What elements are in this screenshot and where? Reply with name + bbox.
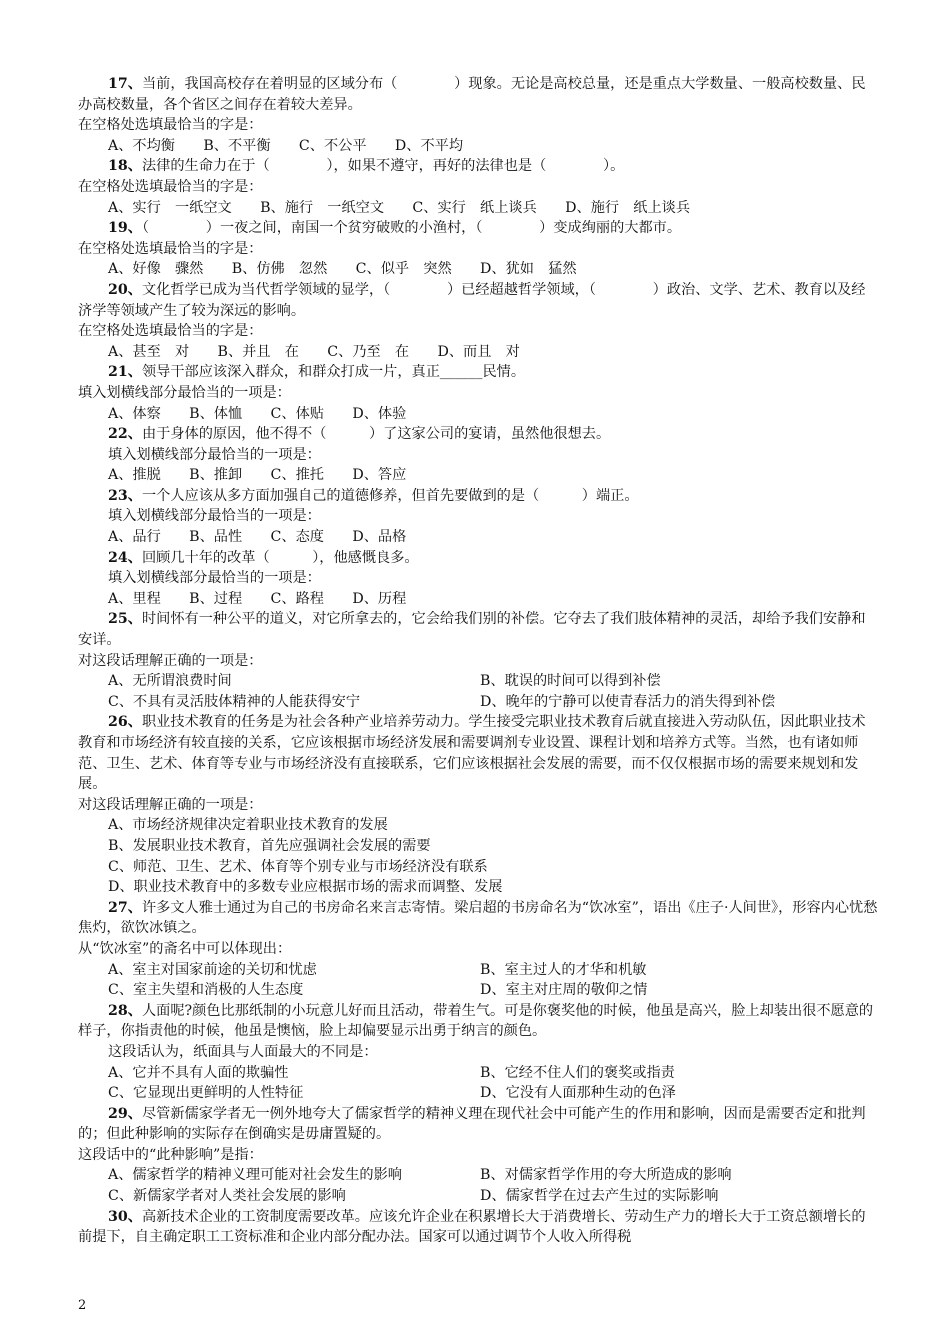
option-b: B、室主过人的才华和机敏 [480,961,647,978]
option-d: D、室主对庄周的敬仰之情 [480,982,648,999]
option-d: D、晚年的宁静可以使青春活力的消失得到补偿 [480,693,776,710]
question-text: 法律的生命力在于（ ），如果不遵守，再好的法律也是（ ）。 [141,158,625,175]
question-prompt: 在空格处选填最恰当的字是： [78,323,263,340]
question-options: A、不均衡 B、不平衡 C、不公平 D、不平均 [108,137,464,154]
option-b: B、发展职业技术教育，首先应强调社会发展的需要 [108,837,431,854]
option-d: D、它没有人面那种生动的色泽 [480,1085,676,1102]
question-25 [78,609,878,650]
question-24 [78,548,878,569]
question-prompt: 对这段话理解正确的一项是： [78,652,263,669]
option-row [78,1186,878,1207]
option-row [78,980,878,1001]
question-text: 一个人应该从多方面加强自己的道德修养，但首先要做到的是（ ）端正。 [141,487,639,504]
question-text: 时间怀有一种公平的道义，对它所拿去的，它会给我们别的补偿。它夺去了我们肢体精神的灵活，却给予我们安静和安详。 [78,611,866,649]
question-text: 由于身体的原因，他不得不（ ）了这家公司的宴请，虽然他很想去。 [141,426,611,443]
question-prompt: 从“饮冰室”的斋名中可以体现出： [78,940,292,957]
option-row [78,1165,878,1186]
question-options: A、好像 骤然 B、仿佛 忽然 C、似乎 突然 D、犹如 猛然 [108,261,577,278]
question-number: 22、 [108,426,142,443]
page-number: 2 [78,1298,87,1313]
question-number: 24、 [108,549,142,566]
question-text: 高新技术企业的工资制度需要改革。应该允许企业在积累增长大于消费增长、劳动生产力的增长大于工资总额增长的前提下，自主确定职工工资标准和企业内部分配办法。国家可以通过调节个人收入所得税 [78,1208,866,1246]
option-b: B、对儒家哲学作用的夸大所造成的影响 [480,1167,732,1184]
option-b: B、它经不住人们的褒奖或指责 [480,1064,675,1081]
question-text: 许多文人雅士通过为自己的书房命名来言志寄情。梁启超的书房命名为“饮冰室”，语出《庄子·人间世》，形容内心忧愁焦灼，欲饮冰镇之。 [78,899,878,937]
question-20 [78,280,878,321]
option-c: C、不具有灵活肢体精神的人能获得安宁 [108,693,361,710]
question-prompt: 在空格处选填最恰当的字是： [78,178,263,195]
question-prompt: 在空格处选填最恰当的字是： [78,240,263,257]
question-30 [78,1207,878,1248]
question-options: A、品行 B、品性 C、态度 D、品格 [108,529,407,546]
option-row [78,960,878,981]
option-row [78,692,878,713]
question-options: A、甚至 对 B、并且 在 C、乃至 在 D、而且 对 [108,343,520,360]
question-text: 尽管新儒家学者无一例外地夸大了儒家哲学的精神义理在现代社会中可能产生的作用和影响，因而是需要否定和批判的；但此种影响的实际存在倒确实是毋庸置疑的。 [78,1105,866,1143]
question-prompt: 填入划横线部分最恰当的一项是： [108,570,321,587]
question-prompt: 填入划横线部分最恰当的一项是： [78,384,291,401]
option-row [78,1083,878,1104]
option-a: A、无所谓浪费时间 [108,673,232,690]
question-28 [78,1001,878,1042]
option-a: A、市场经济规律决定着职业技术教育的发展 [108,817,388,834]
question-text: 回顾几十年的改革（ ），他感慨良多。 [141,549,419,566]
option-a: A、室主对国家前途的关切和忧虑 [108,961,317,978]
question-17 [78,74,878,115]
question-29 [78,1104,878,1145]
option-c: C、室主失望和消极的人生态度 [108,982,304,999]
question-number: 29、 [108,1105,142,1122]
option-d: D、儒家哲学在过去产生过的实际影响 [480,1188,719,1205]
question-18 [78,156,878,177]
question-text: 文化哲学已成为当代哲学领域的显学，（ ）已经超越哲学领域，（ ）政治、文学、艺术、教育以及经济学等领域产生了较为深远的影响。 [78,281,866,319]
option-c: C、师范、卫生、艺术、体育等个别专业与市场经济没有联系 [108,858,488,875]
question-number: 25、 [108,611,142,628]
question-prompt: 填入划横线部分最恰当的一项是： [108,508,321,525]
question-number: 18、 [108,158,142,175]
option-a: A、它并不具有人面的欺骗性 [108,1064,289,1081]
option-a: A、儒家哲学的精神义理可能对社会发生的影响 [108,1167,402,1184]
question-number: 26、 [108,714,142,731]
question-text: （ ）一夜之间，南国一个贫穷破败的小渔村，（ ）变成绚丽的大都市。 [141,220,682,237]
question-prompt: 在空格处选填最恰当的字是： [78,117,263,134]
question-21 [78,362,878,383]
question-number: 28、 [108,1002,142,1019]
option-c: C、新儒家学者对人类社会发展的影响 [108,1188,346,1205]
question-prompt: 填入划横线部分最恰当的一项是： [108,446,321,463]
question-text: 人面呢?颜色比那纸制的小玩意儿好而且活动，带着生气。可是你褒奖他的时候，他虽是高兴，脸上却装出很不愿意的样子，你指责他的时候，他虽是懊恼，脸上却偏要显示出勇于纳言的颜色。 [78,1002,874,1040]
exam-page [78,74,878,1248]
question-number: 20、 [108,281,142,298]
question-options: A、推脱 B、推卸 C、推托 D、答应 [108,467,407,484]
question-number: 27、 [108,899,142,916]
option-d: D、职业技术教育中的多数专业应根据市场的需求而调整、发展 [108,879,503,896]
question-text: 领导干部应该深入群众，和群众打成一片，真正______民情。 [141,364,526,381]
option-b: B、耽误的时间可以得到补偿 [480,673,661,690]
question-27 [78,898,878,939]
question-19 [78,218,878,239]
question-prompt: 这段话中的“此种影响”是指： [78,1146,263,1163]
question-prompt: 对这段话理解正确的一项是： [78,796,263,813]
question-number: 30、 [108,1208,142,1225]
question-text: 职业技术教育的任务是为社会各种产业培养劳动力。学生接受完职业技术教育后就直接进入劳动队伍，因此职业技术教育和市场经济有较直接的关系，它应该根据市场经济发展和需要调剂专业设置、课程计划和培养方式等。当然，也有诸如师范、卫生、艺术、体育等专业与市场经济没有直接联系，它们应该根据社会发展的需要，而不仅仅根据市场的需要来规划和发展。 [78,714,866,793]
question-number: 23、 [108,487,142,504]
question-26 [78,712,878,794]
question-prompt: 这段话认为，纸面具与人面最大的不同是： [108,1043,378,1060]
question-23 [78,486,878,507]
question-options: A、里程 B、过程 C、路程 D、历程 [108,590,407,607]
question-number: 17、 [108,76,142,92]
option-row [78,1063,878,1084]
question-options: A、实行 一纸空文 B、施行 一纸空文 C、实行 纸上谈兵 D、施行 纸上谈兵 [108,199,691,216]
question-options: A、体察 B、体恤 C、体贴 D、体验 [108,405,407,422]
option-row [78,671,878,692]
question-22 [78,424,878,445]
question-number: 21、 [108,364,142,381]
question-number: 19、 [108,220,142,237]
question-text: 当前，我国高校存在着明显的区域分布（ ）现象。无论是高校总量，还是重点大学数量、一般高校数量、民办高校数量，各个省区之间存在着较大差异。 [78,76,866,113]
option-c: C、它显现出更鲜明的人性特征 [108,1085,304,1102]
